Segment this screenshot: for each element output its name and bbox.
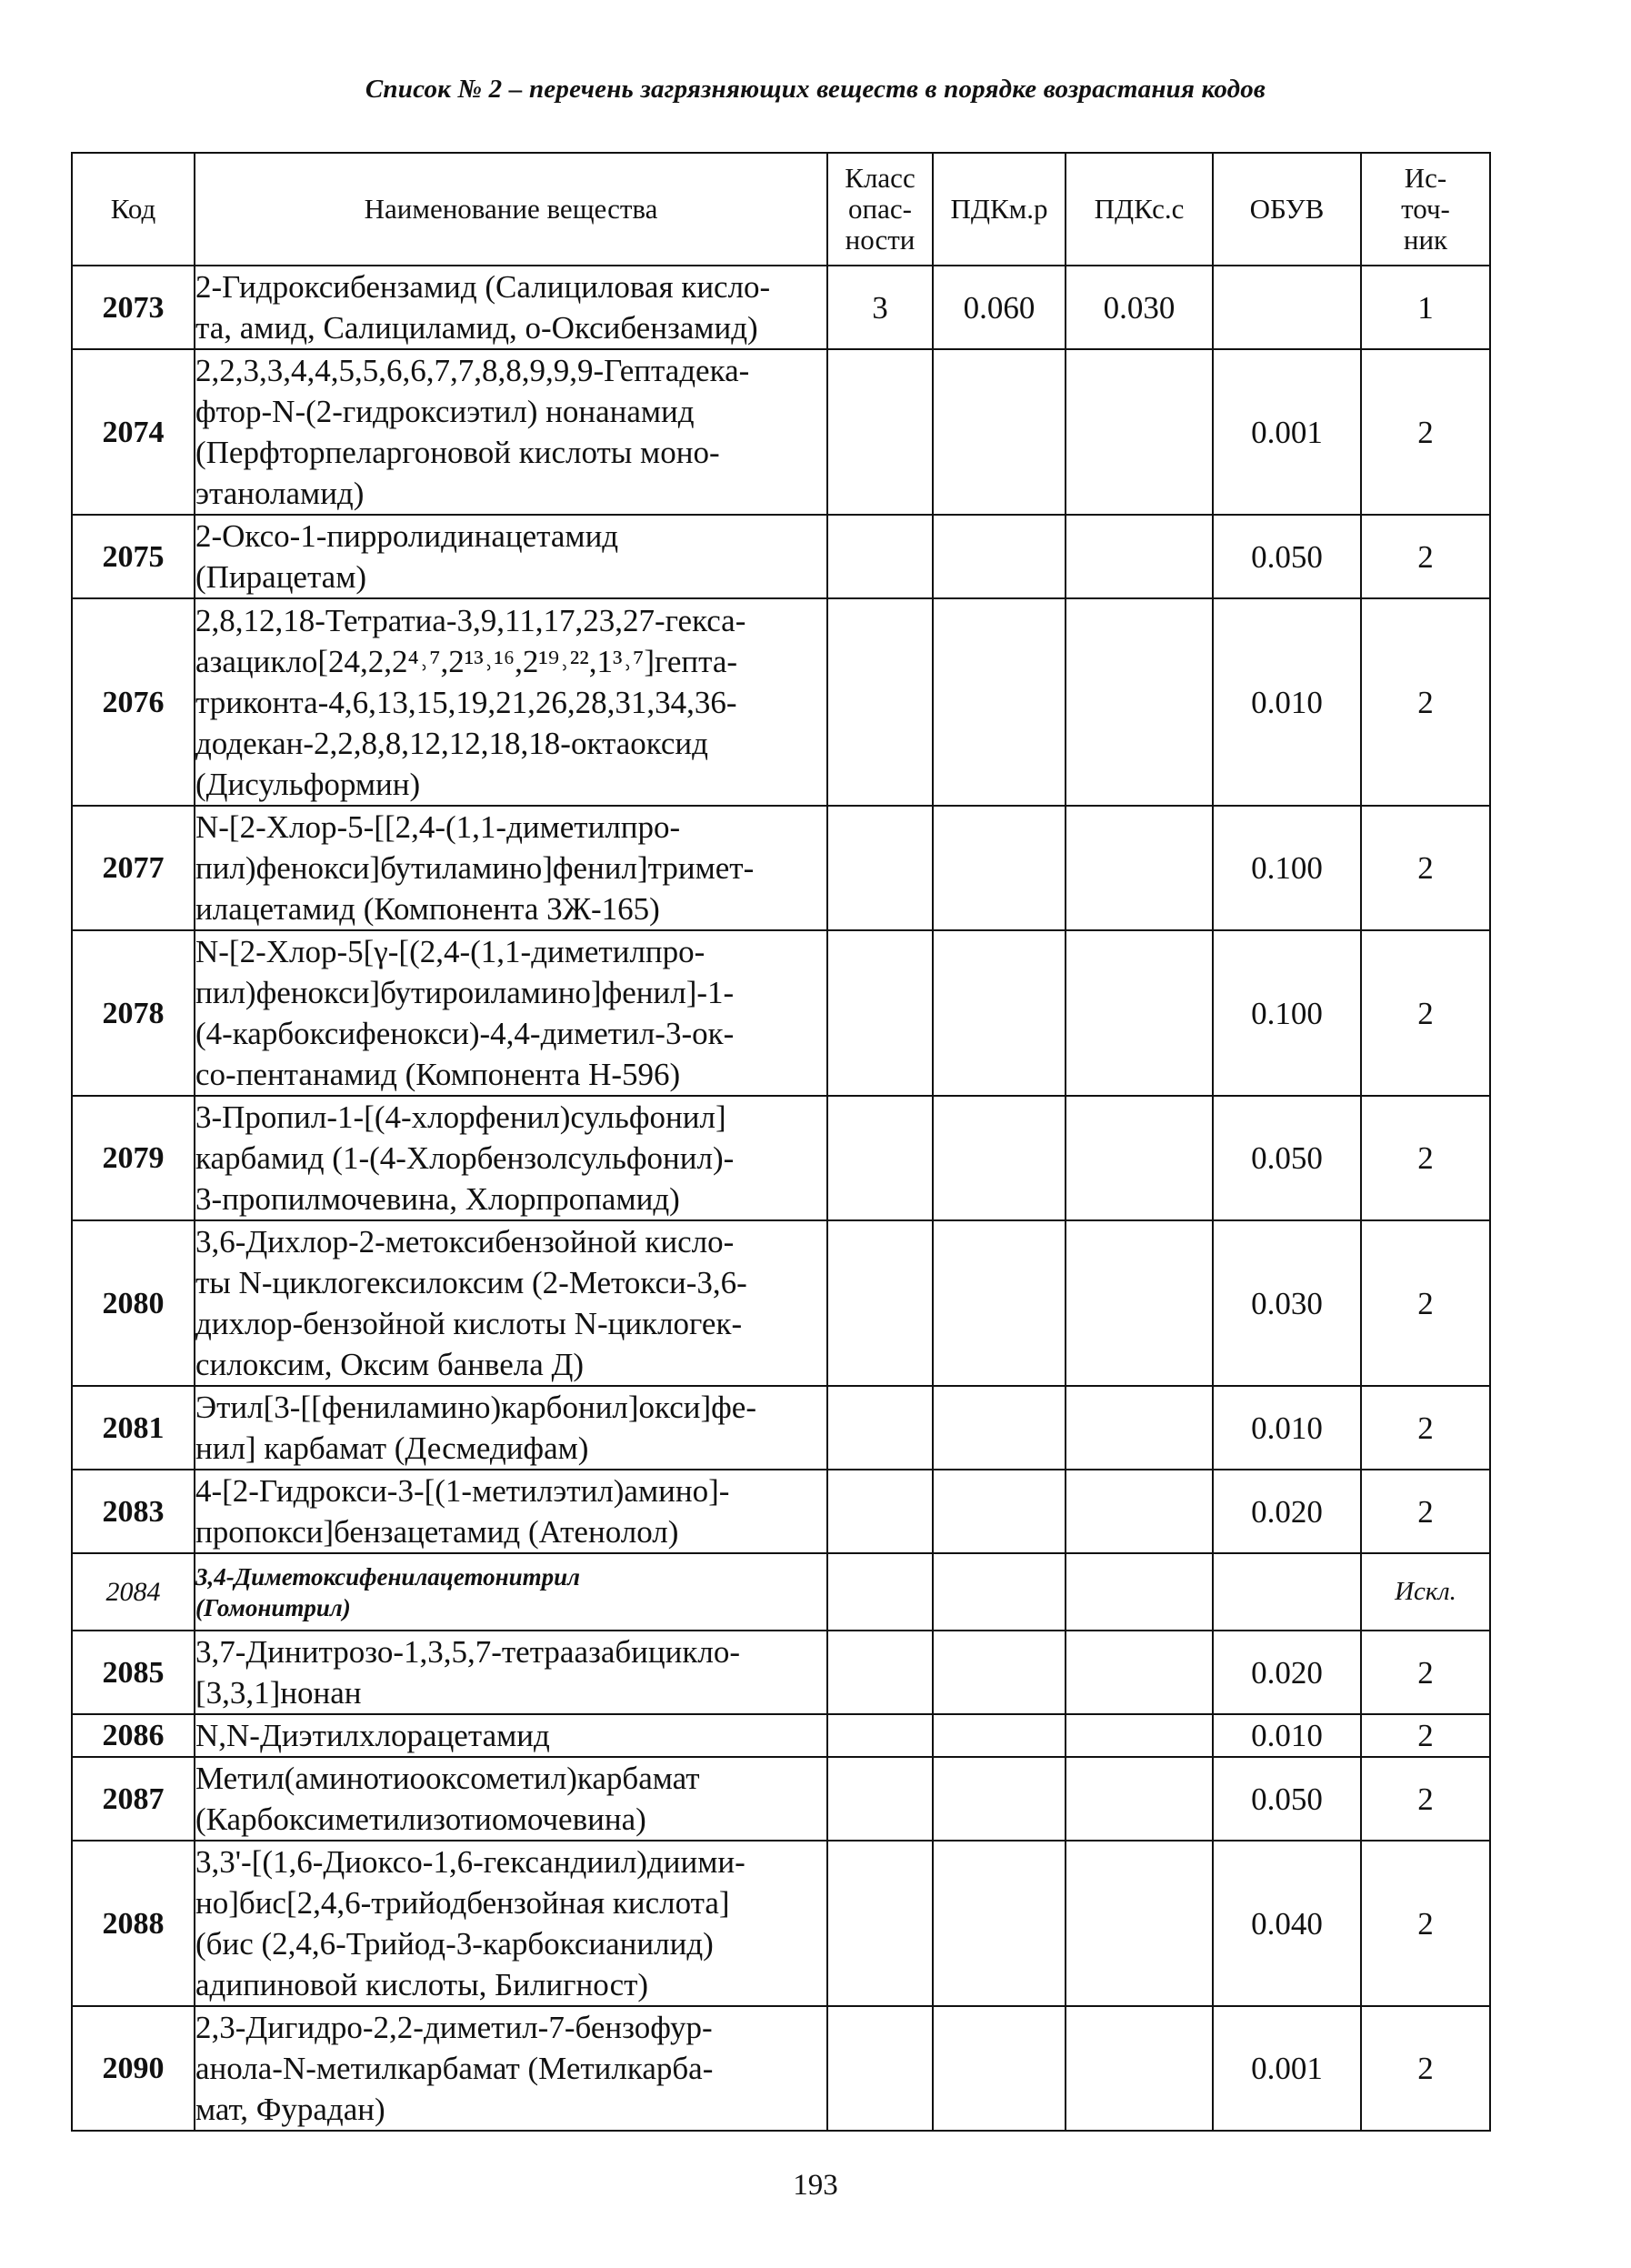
substance-name xyxy=(195,2006,827,2131)
pdk-ss-value xyxy=(1066,1631,1213,1714)
pdk-mr-value xyxy=(933,1714,1066,1757)
source-value: 2 xyxy=(1361,1220,1490,1386)
hazard-class xyxy=(827,349,933,515)
substance-name-line: пил)фенокси]бутироиламино]фенил]-1- xyxy=(195,975,735,1010)
substance-code: 2076 xyxy=(72,598,195,806)
substances-table xyxy=(71,152,1491,2132)
hazard-class xyxy=(827,1841,933,2006)
obuv-value: 0.100 xyxy=(1213,806,1361,930)
header-pdk-mr: ПДКм.р xyxy=(933,153,1066,266)
substance-name-line: (Карбоксиметилизотиомочевина) xyxy=(195,1801,646,1837)
substance-code: 2074 xyxy=(72,349,195,515)
table-row xyxy=(72,1631,1490,1714)
table-row xyxy=(72,1757,1490,1841)
header-row xyxy=(72,153,1490,266)
substance-name-line: 3-Пропил-1-[(4-хлорфенил)сульфонил] xyxy=(195,1099,726,1135)
substance-name xyxy=(195,1714,827,1757)
pdk-ss-value xyxy=(1066,1841,1213,2006)
substance-name xyxy=(195,1386,827,1470)
substance-name-line: дихлор-бензойной кислоты N-циклогек- xyxy=(195,1306,743,1341)
page-number: 193 xyxy=(793,2169,838,2202)
pdk-mr-value xyxy=(933,2006,1066,2131)
substance-code: 2081 xyxy=(72,1386,195,1470)
table-row xyxy=(72,1220,1490,1386)
substance-name xyxy=(195,349,827,515)
source-value: 2 xyxy=(1361,1096,1490,1220)
substance-code: 2086 xyxy=(72,1714,195,1757)
pdk-ss-value xyxy=(1066,1757,1213,1841)
substance-name-line: N-[2-Хлор-5[γ-[(2,4-(1,1-диметилпро- xyxy=(195,934,705,969)
obuv-value: 0.040 xyxy=(1213,1841,1361,2006)
pdk-mr-value xyxy=(933,1470,1066,1553)
substance-name-line: пил)фенокси]бутиламино]фенил]тримет- xyxy=(195,850,755,886)
table-row xyxy=(72,1470,1490,1553)
pdk-mr-value: 0.060 xyxy=(933,266,1066,349)
substance-name xyxy=(195,266,827,349)
obuv-value: 0.050 xyxy=(1213,1757,1361,1841)
substance-name-line: Этил[3-[[фениламино)карбонил]окси]фе- xyxy=(195,1390,756,1425)
substance-code: 2087 xyxy=(72,1757,195,1841)
header-name: Наименование вещества xyxy=(195,153,827,266)
substance-code: 2077 xyxy=(72,806,195,930)
obuv-value: 0.050 xyxy=(1213,1096,1361,1220)
pdk-ss-value: 0.030 xyxy=(1066,266,1213,349)
substance-code: 2090 xyxy=(72,2006,195,2131)
hazard-class xyxy=(827,1386,933,1470)
substance-name xyxy=(195,1757,827,1841)
pdk-ss-value xyxy=(1066,349,1213,515)
substance-name-line: со-пентанамид (Компонента Н-596) xyxy=(195,1057,681,1092)
substance-name-line: карбамид (1-(4-Хлорбензолсульфонил)- xyxy=(195,1140,735,1176)
source-value: 2 xyxy=(1361,1631,1490,1714)
substance-code: 2080 xyxy=(72,1220,195,1386)
substance-name xyxy=(195,1631,827,1714)
substance-name-line: [3,3,1]нонан xyxy=(195,1675,362,1711)
source-value: 2 xyxy=(1361,1386,1490,1470)
obuv-value: 0.010 xyxy=(1213,1714,1361,1757)
substance-name-line: додекан-2,2,8,8,12,12,18,18-октаоксид xyxy=(195,725,708,761)
pdk-mr-value xyxy=(933,598,1066,806)
source-value: 2 xyxy=(1361,349,1490,515)
hazard-class xyxy=(827,806,933,930)
source-value: 2 xyxy=(1361,806,1490,930)
source-value: 2 xyxy=(1361,1714,1490,1757)
hazard-class xyxy=(827,1757,933,1841)
hazard-class: 3 xyxy=(827,266,933,349)
obuv-value: 0.100 xyxy=(1213,930,1361,1096)
substance-name-line: этаноламид) xyxy=(195,476,365,511)
pdk-ss-value xyxy=(1066,1096,1213,1220)
substance-code: 2083 xyxy=(72,1470,195,1553)
substance-name-line: анола-N-метилкарбамат (Метилкарба- xyxy=(195,2051,714,2086)
table-row xyxy=(72,1096,1490,1220)
obuv-value xyxy=(1213,266,1361,349)
hazard-class xyxy=(827,1470,933,1553)
pdk-mr-value xyxy=(933,1553,1066,1631)
substance-name-line: 2,3-Дигидро-2,2-диметил-7-бензофур- xyxy=(195,2010,713,2045)
pdk-ss-value xyxy=(1066,1220,1213,1386)
hazard-class xyxy=(827,1096,933,1220)
hazard-class xyxy=(827,2006,933,2131)
table-row xyxy=(72,1714,1490,1757)
substance-name-line: 3-пропилмочевина, Хлорпропамид) xyxy=(195,1181,680,1217)
hazard-class xyxy=(827,930,933,1096)
pdk-mr-value xyxy=(933,1220,1066,1386)
table-row xyxy=(72,598,1490,806)
header-class: Класс опас- ности xyxy=(827,153,933,266)
page-title: Список № 2 – перечень загрязняющих веществ в порядке возрастания кодов xyxy=(365,75,1266,104)
substance-name-line: силоксим, Оксим банвела Д) xyxy=(195,1347,585,1382)
pdk-ss-value xyxy=(1066,1470,1213,1553)
table-row xyxy=(72,266,1490,349)
table-row xyxy=(72,806,1490,930)
header-pdk-ss: ПДКс.с xyxy=(1066,153,1213,266)
source-value: 2 xyxy=(1361,930,1490,1096)
pdk-ss-value xyxy=(1066,1553,1213,1631)
source-value: 1 xyxy=(1361,266,1490,349)
substance-name-line: азацикло[24,2,2⁴˒⁷,2¹³˒¹⁶,2¹⁹˒²²,1³˒⁷]гепта- xyxy=(195,643,738,679)
source-value: 2 xyxy=(1361,598,1490,806)
pdk-ss-value xyxy=(1066,515,1213,598)
substance-name-line: 3,7-Динитрозо-1,3,5,7-тетраазабицикло- xyxy=(195,1634,740,1670)
substance-code: 2079 xyxy=(72,1096,195,1220)
substance-name-line: (Гомонитрил) xyxy=(195,1593,351,1621)
pdk-mr-value xyxy=(933,806,1066,930)
header-code: Код xyxy=(72,153,195,266)
obuv-value: 0.010 xyxy=(1213,1386,1361,1470)
pdk-mr-value xyxy=(933,1096,1066,1220)
hazard-class xyxy=(827,1553,933,1631)
obuv-value: 0.001 xyxy=(1213,2006,1361,2131)
hazard-class xyxy=(827,1220,933,1386)
hazard-class xyxy=(827,1631,933,1714)
substance-name-line: Метил(аминотиооксометил)карбамат xyxy=(195,1761,700,1796)
substance-code: 2073 xyxy=(72,266,195,349)
substance-name-line: ты N-циклогексилоксим (2-Метокси-3,6- xyxy=(195,1265,747,1300)
obuv-value: 0.010 xyxy=(1213,598,1361,806)
substance-name-line: (Дисульформин) xyxy=(195,766,421,802)
substance-code: 2088 xyxy=(72,1841,195,2006)
substance-code: 2085 xyxy=(72,1631,195,1714)
substance-name-line: триконта-4,6,13,15,19,21,26,28,31,34,36- xyxy=(195,684,737,720)
obuv-value: 0.020 xyxy=(1213,1470,1361,1553)
obuv-value: 0.020 xyxy=(1213,1631,1361,1714)
substance-name xyxy=(195,1553,827,1631)
table-row xyxy=(72,930,1490,1096)
source-value: 2 xyxy=(1361,1841,1490,2006)
obuv-value: 0.050 xyxy=(1213,515,1361,598)
substance-name-line: нил] карбамат (Десмедифам) xyxy=(195,1430,589,1466)
substance-name-line: 3,4-Диметоксифенилацетонитрил xyxy=(195,1562,580,1591)
pdk-ss-value xyxy=(1066,806,1213,930)
substance-name-line: (Перфторпеларгоновой кислоты моно- xyxy=(195,435,720,470)
substance-name-line: N,N-Диэтилхлорацетамид xyxy=(195,1718,550,1753)
pdk-ss-value xyxy=(1066,598,1213,806)
substance-name-line: 2-Гидроксибензамид (Салициловая кисло- xyxy=(195,269,771,305)
obuv-value xyxy=(1213,1553,1361,1631)
pdk-ss-value xyxy=(1066,930,1213,1096)
source-value: 2 xyxy=(1361,515,1490,598)
substance-name-line: (4-карбоксифенокси)-4,4-диметил-3-ок- xyxy=(195,1016,735,1051)
substance-name-line: 3,3'-[(1,6-Диоксо-1,6-гександиил)диими- xyxy=(195,1844,745,1880)
pdk-ss-value xyxy=(1066,1714,1213,1757)
table-row xyxy=(72,515,1490,598)
substance-name-line: 2,2,3,3,4,4,5,5,6,6,7,7,8,8,9,9,9-Гептадека- xyxy=(195,353,750,388)
source-value: 2 xyxy=(1361,1757,1490,1841)
obuv-value: 0.001 xyxy=(1213,349,1361,515)
pdk-mr-value xyxy=(933,515,1066,598)
header-obuv: ОБУВ xyxy=(1213,153,1361,266)
table-body xyxy=(72,266,1490,2131)
substance-code: 2075 xyxy=(72,515,195,598)
source-value: 2 xyxy=(1361,2006,1490,2131)
pdk-ss-value xyxy=(1066,2006,1213,2131)
substance-name-line: но]бис[2,4,6-трийодбензойная кислота] xyxy=(195,1885,730,1921)
hazard-class xyxy=(827,515,933,598)
substance-name xyxy=(195,598,827,806)
pdk-ss-value xyxy=(1066,1386,1213,1470)
substance-name xyxy=(195,1470,827,1553)
substance-name-line: адипиновой кислоты, Билигност) xyxy=(195,1967,649,2002)
substance-name-line: 2-Оксо-1-пирролидинацетамид xyxy=(195,518,619,554)
substance-name-line: та, амид, Салициламид, о-Оксибензамид) xyxy=(195,310,758,346)
source-value: Искл. xyxy=(1361,1553,1490,1631)
substance-name-line: илацетамид (Компонента 3Ж-165) xyxy=(195,891,660,927)
table-row xyxy=(72,1841,1490,2006)
source-value: 2 xyxy=(1361,1470,1490,1553)
pdk-mr-value xyxy=(933,1757,1066,1841)
table-row xyxy=(72,1553,1490,1631)
substance-name xyxy=(195,930,827,1096)
substance-name-line: (бис (2,4,6-Трийод-3-карбоксианилид) xyxy=(195,1926,714,1962)
substance-name-line: 4-[2-Гидрокси-3-[(1-метилэтил)амино]- xyxy=(195,1473,730,1509)
substance-name-line: 3,6-Дихлор-2-метоксибензойной кисло- xyxy=(195,1224,735,1259)
header-source: Ис- точ- ник xyxy=(1361,153,1490,266)
table-row xyxy=(72,349,1490,515)
substance-name-line: пропокси]бензацетамид (Атенолол) xyxy=(195,1514,679,1550)
substance-name xyxy=(195,1220,827,1386)
pdk-mr-value xyxy=(933,1631,1066,1714)
hazard-class xyxy=(827,1714,933,1757)
substance-name xyxy=(195,1096,827,1220)
substance-name-line: мат, Фурадан) xyxy=(195,2092,385,2127)
obuv-value: 0.030 xyxy=(1213,1220,1361,1386)
substance-name xyxy=(195,515,827,598)
substance-name-line: фтор-N-(2-гидроксиэтил) нонанамид xyxy=(195,394,695,429)
hazard-class xyxy=(827,598,933,806)
pdk-mr-value xyxy=(933,1386,1066,1470)
substance-name xyxy=(195,806,827,930)
substance-code: 2078 xyxy=(72,930,195,1096)
substance-name-line: N-[2-Хлор-5-[[2,4-(1,1-диметилпро- xyxy=(195,809,681,845)
pdk-mr-value xyxy=(933,349,1066,515)
substance-name-line: (Пирацетам) xyxy=(195,559,367,595)
substance-name xyxy=(195,1841,827,2006)
pdk-mr-value xyxy=(933,1841,1066,2006)
substance-code: 2084 xyxy=(72,1553,195,1631)
pdk-mr-value xyxy=(933,930,1066,1096)
table-row xyxy=(72,2006,1490,2131)
substance-name-line: 2,8,12,18-Тетратиа-3,9,11,17,23,27-гекса- xyxy=(195,602,746,638)
table-row xyxy=(72,1386,1490,1470)
